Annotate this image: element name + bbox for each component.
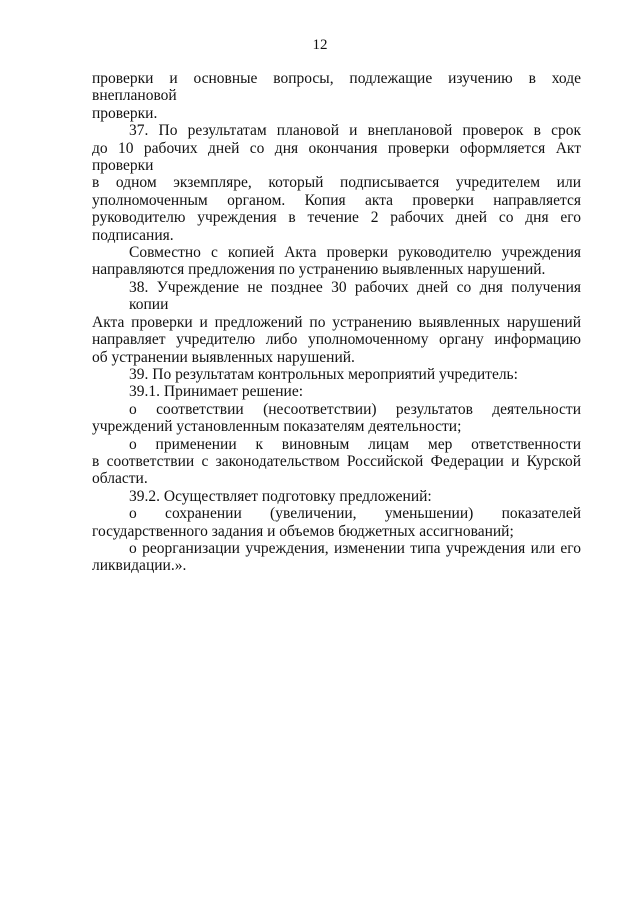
text-line: государственного задания и объемов бюджетных ассигнований;: [92, 522, 514, 540]
text-line: уполномоченным органом. Копия акта проверки направляется: [92, 191, 581, 209]
text-line: Совместно с копией Акта проверки руководителю учреждения: [129, 244, 581, 262]
text-line: 39.1. Принимает решение:: [129, 383, 304, 401]
paragraph-p-39-1-b: [92, 436, 581, 488]
text-line: 37. По результатам плановой и внеплановой проверок в срок: [129, 122, 581, 140]
text-line: в одном экземпляре, который подписывается учредителем или: [92, 174, 581, 192]
text-line: о применении к виновным лицам мер ответственности: [129, 435, 581, 453]
paragraph-p-cont: [92, 70, 581, 122]
text-line: в соответствии с законодательством Российской Федерации и Курской: [92, 452, 581, 470]
paragraph-p-39-2-b: [92, 540, 581, 575]
text-line: области.: [92, 470, 148, 488]
text-line: о реорганизации учреждения, изменении типа учреждения или его: [129, 539, 581, 557]
paragraph-p-37: [92, 122, 581, 244]
paragraph-p-39: [92, 366, 581, 383]
text-line: 39. По результатам контрольных мероприятий учредитель:: [129, 365, 518, 383]
text-line: проверки и основные вопросы, подлежащие изучению в ходе внеплановой: [92, 70, 581, 105]
text-line: до 10 рабочих дней со дня окончания проверки оформляется Акт проверки: [92, 139, 581, 175]
paragraph-p-39-2-a: [92, 505, 581, 540]
text-line: Акта проверки и предложений по устранению выявленных нарушений: [92, 313, 581, 331]
paragraph-p-38: [92, 279, 581, 366]
text-line: учреждений установленным показателям деятельности;: [92, 418, 462, 436]
text-line: проверки.: [92, 104, 158, 122]
text-line: 39.2. Осуществляет подготовку предложений:: [129, 487, 432, 505]
text-line: о сохранении (увеличении, уменьшении) показателей: [129, 505, 581, 523]
text-line: направляются предложения по устранению выявленных нарушений.: [92, 261, 546, 279]
text-line: 38. Учреждение не позднее 30 рабочих дней со дня получения копии: [129, 278, 581, 314]
text-line: ликвидации.».: [92, 557, 187, 575]
paragraph-p-39-2: [92, 488, 581, 505]
text-line: подписания.: [92, 226, 174, 244]
document-body: [92, 70, 581, 575]
paragraph-p-39-1-a: [92, 401, 581, 436]
text-line: о соответствии (несоответствии) результатов деятельности: [129, 400, 581, 418]
text-line: руководителю учреждения в течение 2 рабочих дней со дня его: [92, 209, 581, 227]
text-line: об устранении выявленных нарушений.: [92, 348, 355, 366]
paragraph-p-copy: [92, 244, 581, 279]
text-line: направляет учредителю либо уполномоченному органу информацию: [92, 331, 581, 349]
paragraph-p-39-1: [92, 383, 581, 400]
page-number: 12: [312, 37, 328, 53]
